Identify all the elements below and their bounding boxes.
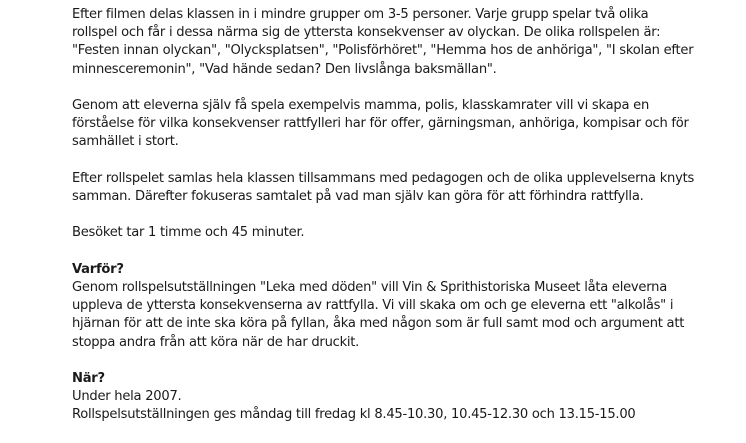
duration-text: Besöket tar 1 timme och 45 minuter. [72,225,305,241]
after-line: Efter rollspelet samlas hela klassen tillsammans med pedagogen och de olika upplevelserna knyts [72,170,695,186]
when-heading: När? [72,370,105,386]
why-line: uppleva de yttersta konsekvenserna av rattfylla. Vi vill skaka om och ge eleverna ett "alkolås" i [72,298,674,314]
when-section [72,370,672,425]
roles-line: samhället i stort. [72,134,179,150]
roles-line: förståelse för vilka konsekvenser rattfylleri har för offer, gärningsman, anhöriga, kompisar och för [72,116,689,132]
roles-paragraph [72,97,689,152]
when-line: Under hela 2007. [72,389,182,405]
intro-line: minnesceremonin", "Vad hände sedan? Den livslånga baksmällan". [72,61,497,77]
intro-line: Efter filmen delas klassen in i mindre grupper om 3-5 personer. Varje grupp spelar två olika [72,7,649,22]
document-body [72,6,695,443]
why-line: hjärnan för att de inte ska köra på fyllan, åka med någon som är full samt mod och argument att [72,316,685,332]
duration-paragraph [72,224,672,242]
why-section [72,261,685,352]
why-heading: Varför? [72,261,124,277]
when-line: Rollspelsutställningen ges måndag till fredag kl 8.45-10.30, 10.45-12.30 och 13.15-15.00 [72,407,636,423]
after-paragraph [72,170,695,206]
intro-line: "Festen innan olyckan", "Olycksplatsen", "Polisförhöret", "Hemma hos de anhöriga", "I skolan efter [72,43,694,59]
roles-line: Genom att eleverna själv få spela exempelvis mamma, polis, klasskamrater vill vi skapa en [72,98,649,113]
why-line: stoppa andra från att köra när de har druckit. [72,334,360,350]
intro-paragraph [72,6,694,79]
why-line: Genom rollspelsutställningen "Leka med döden" vill Vin & Sprithistoriska Museet låta eleverna [72,279,667,295]
intro-line: rollspel och får i dessa närma sig de yttersta konsekvenser av olyckan. De olika rollspelen är: [72,25,661,41]
after-line: samman. Därefter fokuseras samtalet på vad man själv kan göra för att förhindra rattfylla. [72,189,644,204]
